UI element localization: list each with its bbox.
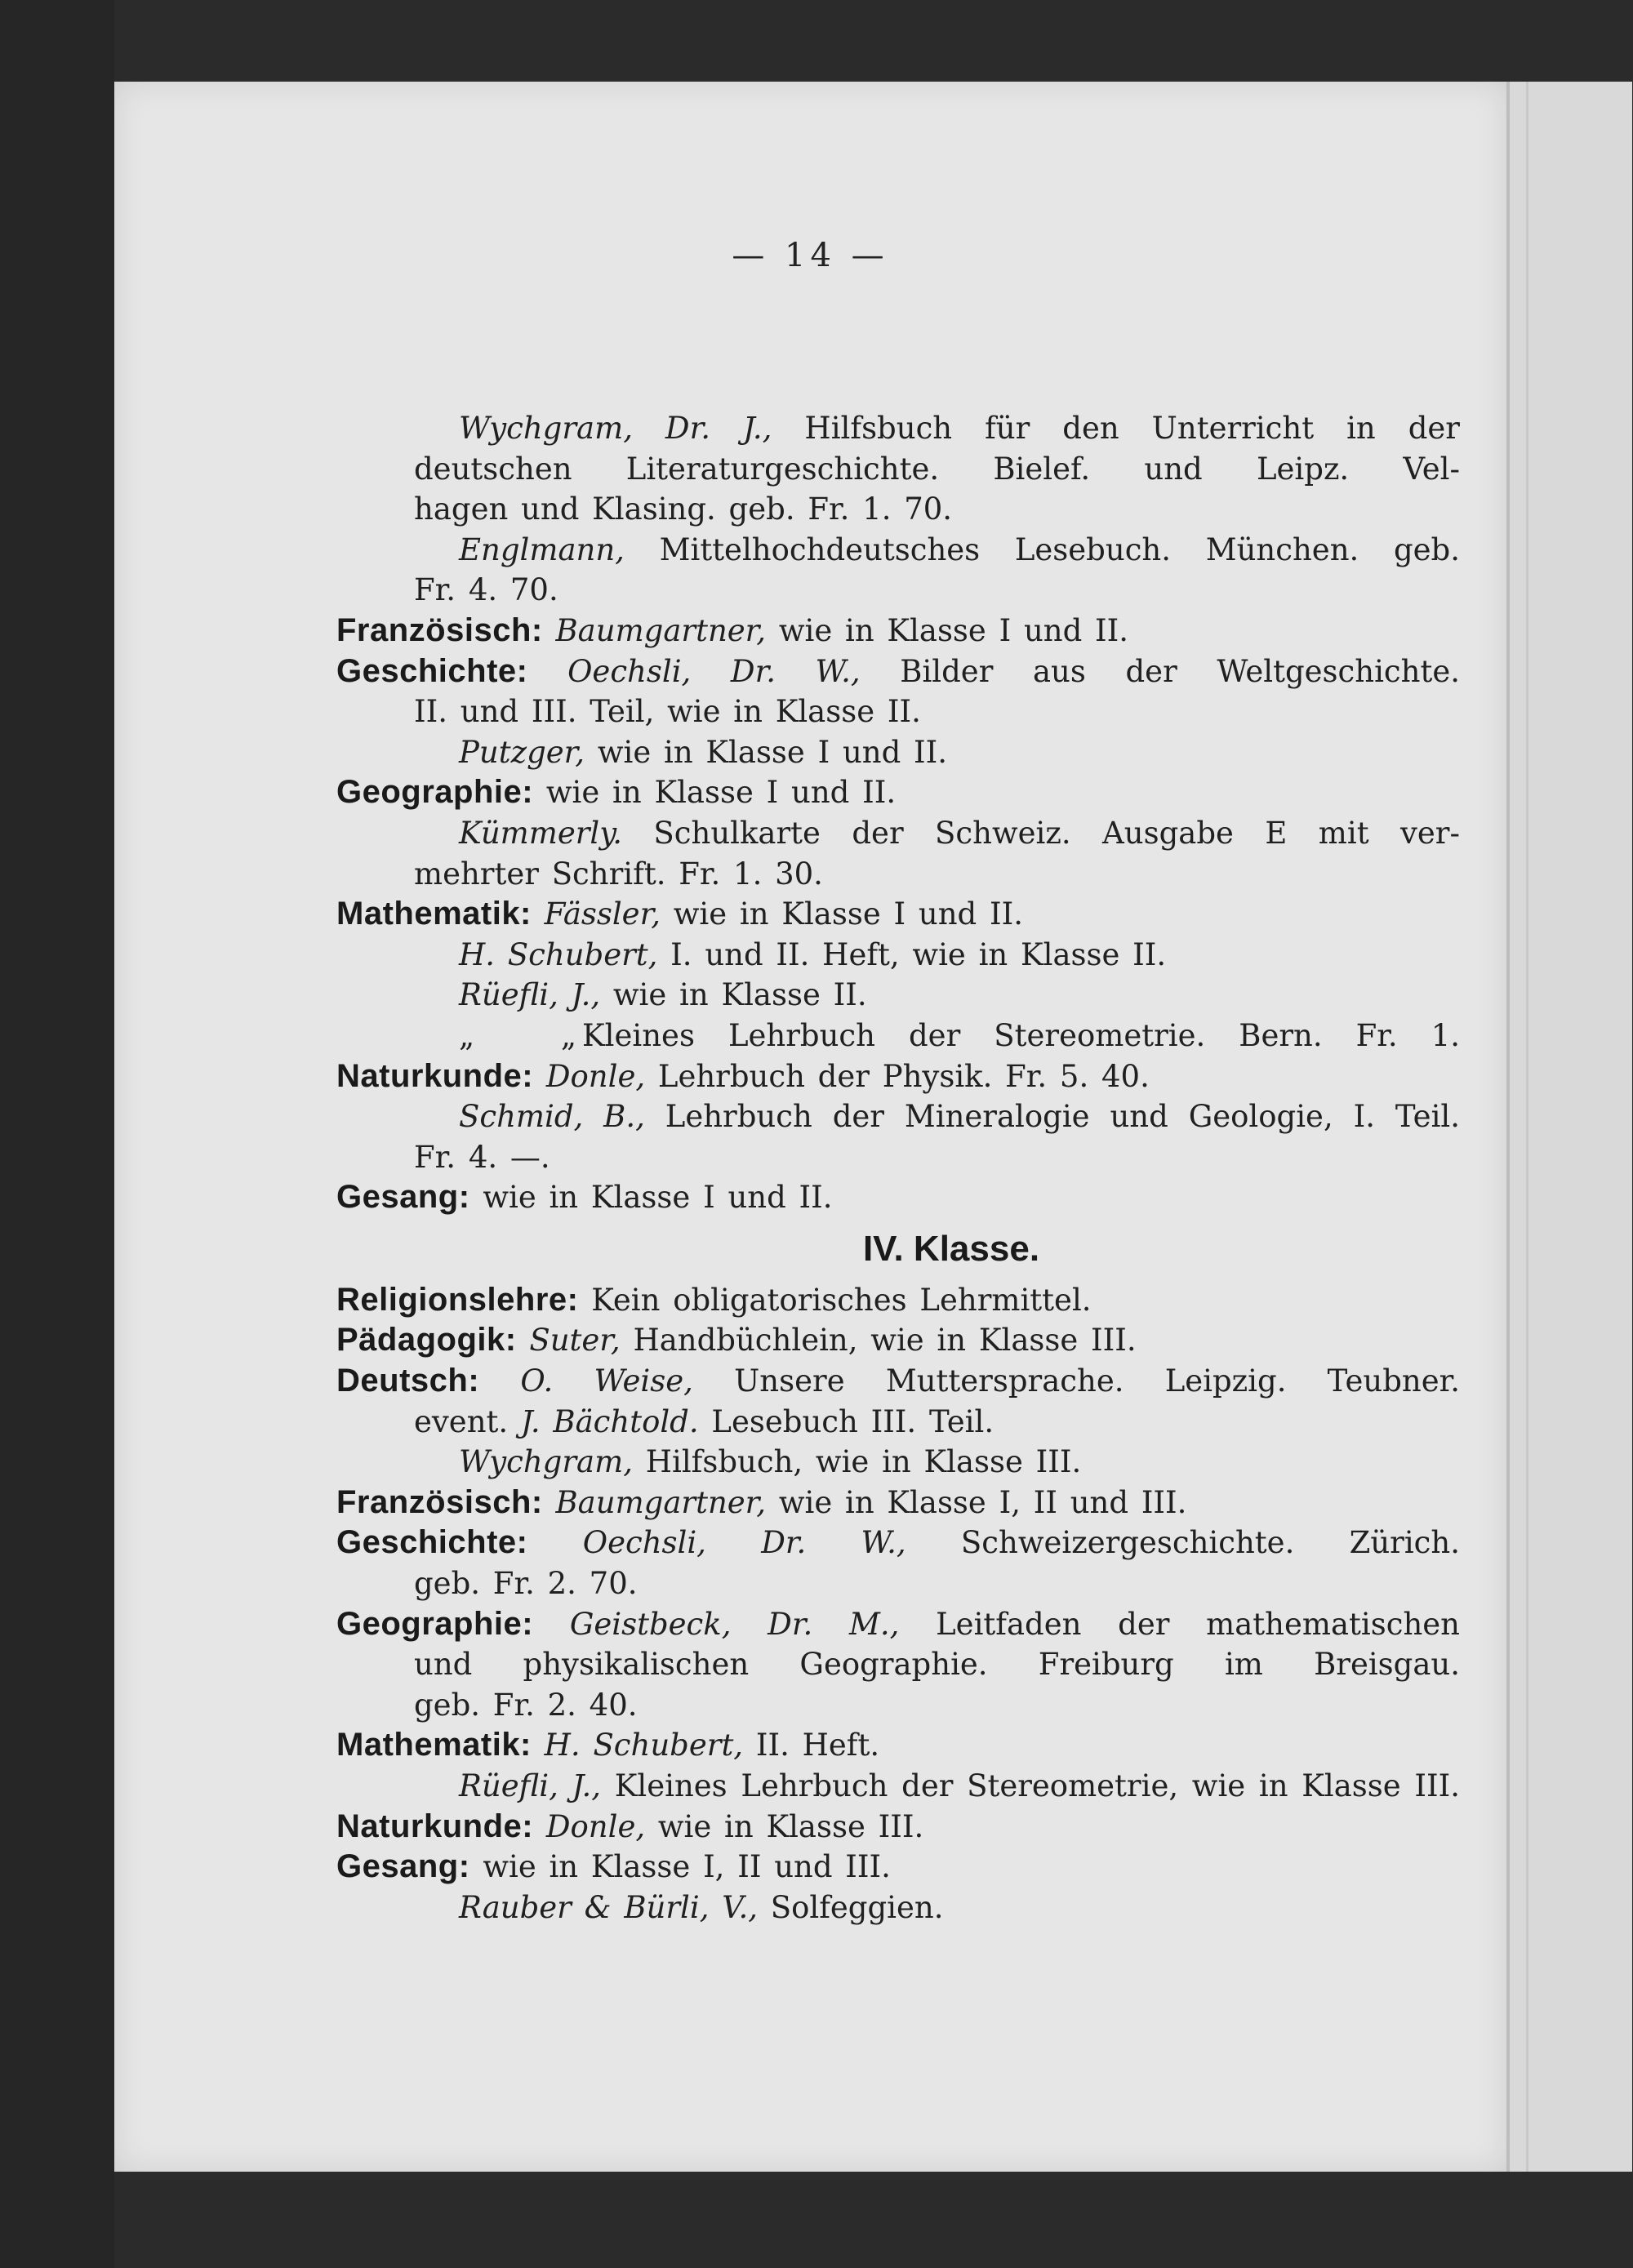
subject-line-religionslehre: Religionslehre: Kein obligatorisches Lehrmittel. [336, 1281, 1092, 1318]
text-line: geb. Fr. 2. 70. [414, 1566, 638, 1602]
subject-line-naturkunde: Naturkunde: Donle, Lehrbuch der Physik. Fr. 5. 40. [336, 1057, 1150, 1094]
subject-line-geographie: Geographie: Geistbeck, Dr. M., Leitfaden der mathematischen [336, 1605, 1460, 1642]
subject-line-deutsch: Deutsch: O. Weise, Unsere Muttersprache. Leipzig. Teubner. [336, 1363, 1460, 1399]
page-content [336, 408, 1460, 1928]
text-line: II. und III. Teil, wie in Klasse II. [414, 694, 921, 730]
subject-line-gesang: Gesang: wie in Klasse I und II. [336, 1179, 833, 1216]
text-line: event. J. Bächtold. Lesebuch III. Teil. [414, 1403, 994, 1439]
text-line: hagen und Klasing. geb. Fr. 1. 70. [414, 491, 953, 527]
subject-line-paedagogik: Pädagogik: Suter, Handbüchlein, wie in Klasse III. [336, 1322, 1137, 1359]
subject-line-franzoesisch: Französisch: Baumgartner, wie in Klasse I und II. [336, 611, 1129, 648]
subject-line-gesang: Gesang: wie in Klasse I, II und III. [336, 1848, 891, 1885]
text-line: Putzger, wie in Klasse I und II. [459, 734, 948, 770]
book-page [114, 82, 1506, 2172]
text-line: Rauber & Bürli, V., Solfeggien. [459, 1889, 944, 1925]
scan-background [0, 0, 114, 2268]
text-line: Rüefli, J., wie in Klasse II. [459, 977, 867, 1013]
text-line: Wychgram, Dr. J., Hilfsbuch für den Unterricht in der [459, 411, 1460, 446]
text-line: mehrter Schrift. Fr. 1. 30. [414, 856, 823, 892]
section-heading: IV. Klasse. [862, 1228, 1040, 1269]
subject-line-naturkunde: Naturkunde: Donle, wie in Klasse III. [336, 1808, 924, 1844]
subject-line-geschichte: Geschichte: Oechsli, Dr. W., Schweizergeschichte. Zürich. [336, 1524, 1460, 1561]
page-number: — 14 — [732, 237, 889, 274]
ditto-marks: „ „ [459, 1017, 614, 1053]
text-line: Kümmerly. Schulkarte der Schweiz. Ausgabe E mit ver- [459, 815, 1460, 851]
text-line: Englmann, Mittelhochdeutsches Lesebuch. München. geb. [459, 531, 1460, 567]
text-line: deutschen Literaturgeschichte. Bielef. und Leipz. Vel- [414, 451, 1460, 487]
text-line: H. Schubert, I. und II. Heft, wie in Klasse II. [459, 936, 1167, 972]
text-line: „ „ Kleines Lehrbuch der Stereometrie. Bern. Fr. 1. [336, 1016, 1460, 1056]
subject-line-mathematik: Mathematik: Fässler, wie in Klasse I und II. [336, 896, 1023, 932]
subject-line-geschichte: Geschichte: Oechsli, Dr. W., Bilder aus der Weltgeschichte. [336, 652, 1460, 689]
text-line: Fr. 4. 70. [414, 572, 558, 608]
subject-line-geographie: Geographie: wie in Klasse I und II. [336, 774, 897, 811]
subject-line-franzoesisch: Französisch: Baumgartner, wie in Klasse I, II und III. [336, 1483, 1187, 1520]
text-line: Rüefli, J., Kleines Lehrbuch der Stereometrie, wie in Klasse III. [459, 1768, 1460, 1803]
adjacent-page-edge [1506, 82, 1632, 2172]
text-line: und physikalischen Geographie. Freiburg im Breisgau. [414, 1647, 1460, 1683]
text-line: geb. Fr. 2. 40. [414, 1687, 638, 1723]
text-line: Schmid, B., Lehrbuch der Mineralogie und Geologie, I. Teil. [459, 1099, 1460, 1135]
text-line: Wychgram, Hilfsbuch, wie in Klasse III. [459, 1444, 1082, 1480]
text-line: Fr. 4. —. [414, 1139, 550, 1175]
subject-line-mathematik: Mathematik: H. Schubert, II. Heft. [336, 1727, 880, 1763]
